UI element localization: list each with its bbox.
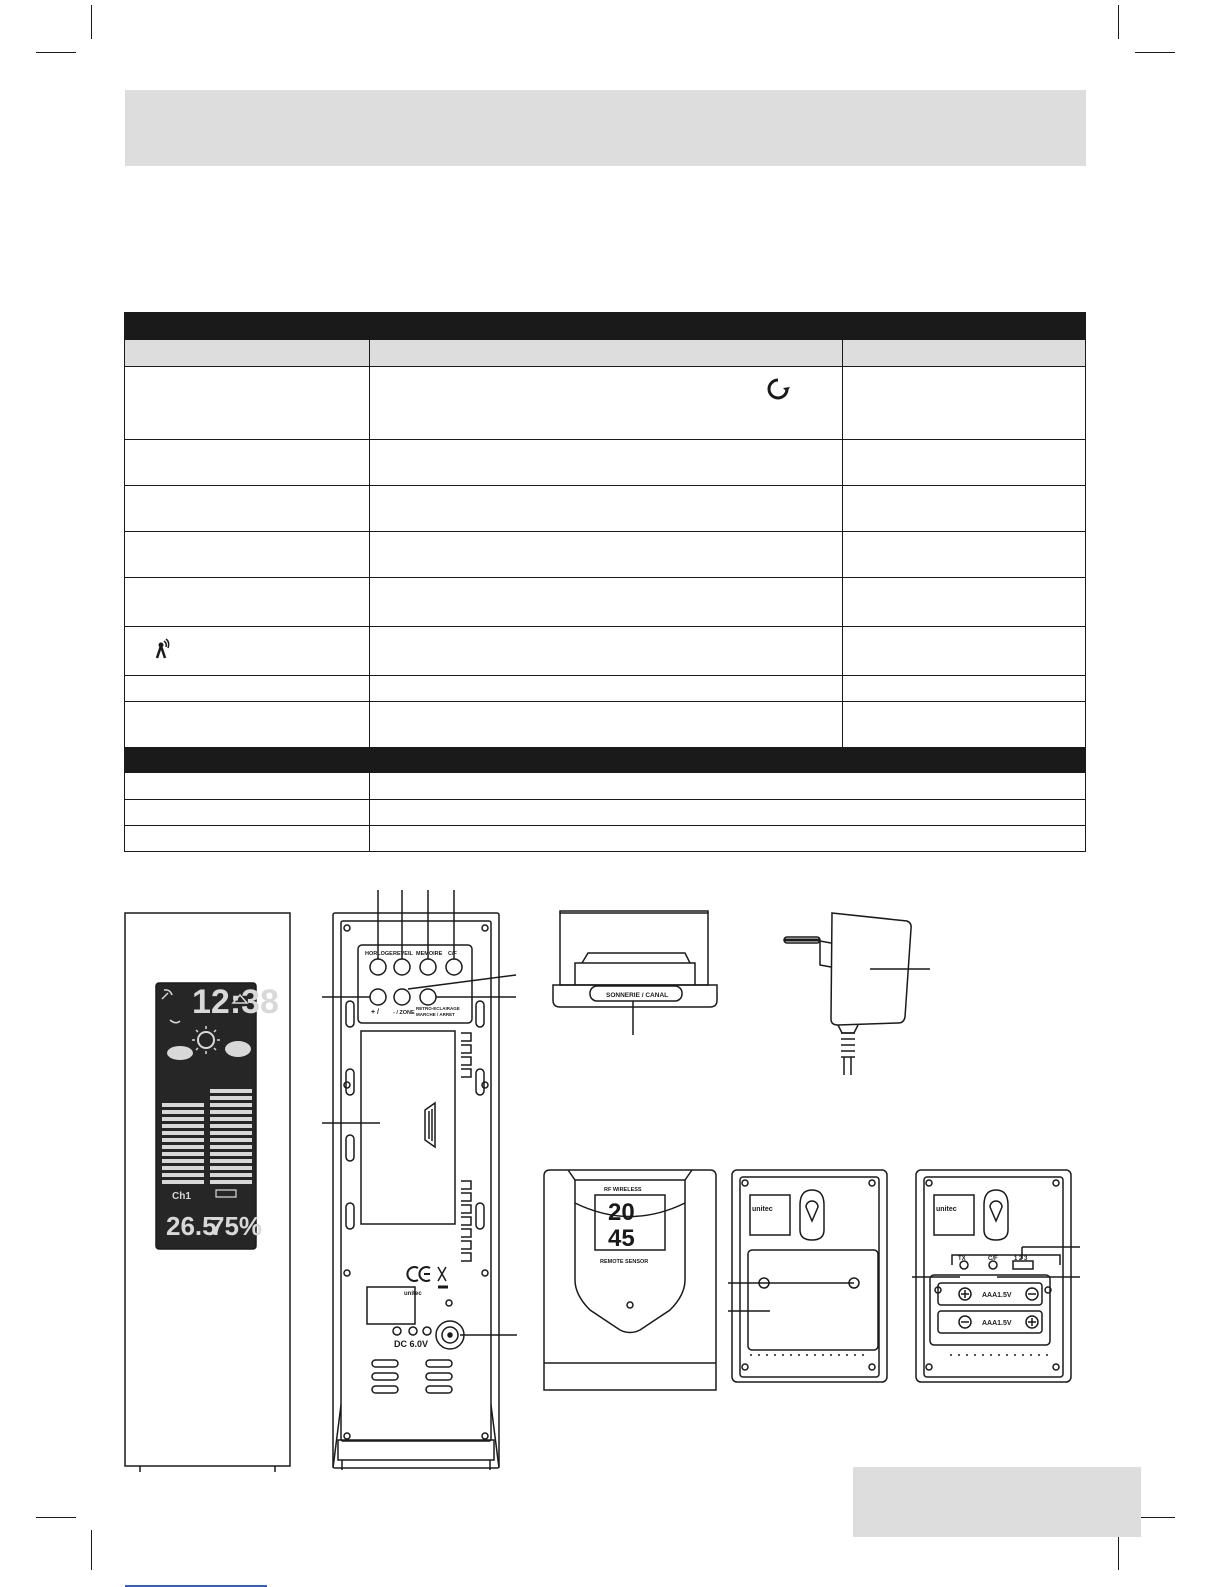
table-row [125,439,1085,485]
power-adapter [784,913,930,1075]
crop-mark [91,1530,92,1570]
table-row [125,799,1085,825]
table-cell [370,367,843,439]
button-label-cf: C/F [448,951,457,957]
button-label-minus: - / ZONE [393,1010,415,1016]
button-label-alarm: REVEIL [393,951,413,957]
table-cell [370,340,843,366]
table-cell [370,800,1085,825]
sensor-humidity: 45 [608,1225,635,1252]
footer-band [853,1467,1141,1537]
table-cell [125,800,370,825]
sensor-tx-label: TX [958,1256,966,1262]
crop-mark [1135,52,1175,53]
back-brand: unitec [404,1291,422,1297]
table-cell [125,486,370,531]
table-cell [125,532,370,577]
table-row [125,577,1085,626]
dc-label: DC 6.0V [394,1339,429,1349]
display-temperature: 26.5 [166,1211,217,1241]
table-cell [843,627,1085,675]
table-cell [843,676,1085,701]
crop-mark [1118,5,1119,39]
table-cell [370,627,843,675]
battery-label-2: AAA1.5V [982,1320,1012,1327]
table-cell [370,578,843,626]
table-header-row [125,340,1085,366]
sensor-back-open [912,1170,1080,1382]
table-cell [370,486,843,531]
sensor-label-top: RF WIRELESS [604,1187,642,1193]
button-label-backlight-1: RETRO-ECLAIRAGE [416,1006,460,1011]
product-diagrams [120,885,1080,1480]
table-cell [125,773,370,799]
sensor-cf-label: C/F [988,1256,998,1262]
table-cell [125,367,370,439]
projector-button-label: SONNERIE / CANAL [606,992,669,999]
button-label-clock: HORLOGE [365,951,393,957]
crop-mark [36,52,76,53]
table-cell [125,440,370,485]
table-cell [843,340,1085,366]
refresh-icon [766,377,790,401]
table-cell [843,367,1085,439]
button-label-memory: MEMOIRE [416,951,443,957]
sensor-back [728,1170,887,1382]
projector-unit [553,911,717,1343]
table-row [125,701,1085,747]
display-channel: Ch1 [172,1191,191,1202]
table-cell [125,578,370,626]
antenna-icon [152,638,170,660]
table-cell [843,578,1085,626]
table-cell [843,486,1085,531]
sensor-channel-label: 1 2 3 [1014,1256,1028,1262]
battery-label-1: AAA1.5V [982,1292,1012,1299]
sensor-back-brand: unitec [752,1206,773,1213]
table-cell [843,702,1085,747]
button-label-backlight-2: MARCHE / ARRET [416,1012,455,1017]
spec-table [124,312,1086,852]
sensor-label-bottom: REMOTE SENSOR [600,1259,649,1265]
header-band [125,90,1086,166]
crop-mark [91,5,92,39]
table-row [125,773,1085,799]
button-label-plus: + / [371,1009,379,1016]
sensor-back-brand-open: unitec [936,1206,957,1213]
table-cell [370,676,843,701]
sensor-temp: 20 [608,1199,635,1226]
table-cell [370,773,1085,799]
table-cell [125,826,370,851]
table-cell [370,440,843,485]
table-row [125,825,1085,851]
table-cell [125,676,370,701]
table-cell [843,440,1085,485]
table-cell [370,702,843,747]
table-section-bar [125,747,1085,773]
crop-mark [36,1517,76,1518]
crop-mark [1135,1517,1175,1518]
table-section-bar [125,313,1085,340]
table-row [125,485,1085,531]
table-cell [370,532,843,577]
table-cell [843,532,1085,577]
table-row [125,366,1085,439]
table-cell [125,340,370,366]
table-cell [125,627,370,675]
table-row [125,626,1085,675]
table-row [125,531,1085,577]
display-humidity: 75% [210,1211,263,1241]
main-unit-back [322,890,517,1470]
table-row [125,675,1085,701]
display-time: 12:38 [192,983,279,1021]
table-cell [125,702,370,747]
table-cell [370,826,1085,851]
